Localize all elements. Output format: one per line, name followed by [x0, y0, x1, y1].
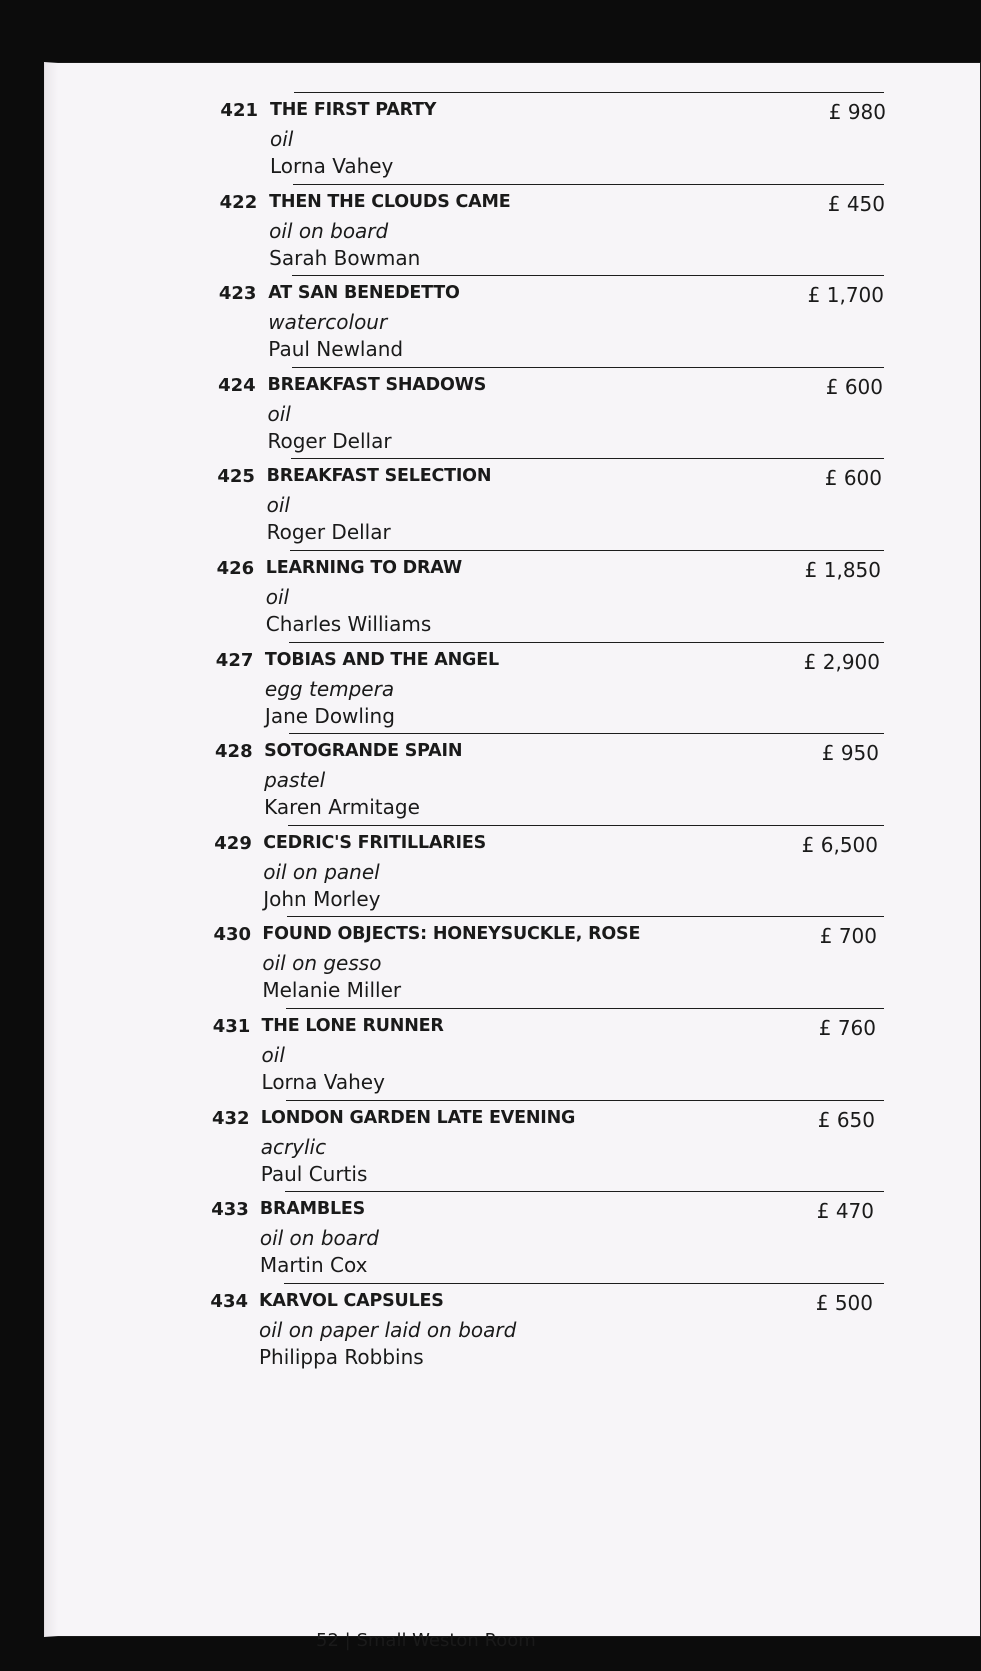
- entry-divider: [291, 458, 884, 459]
- artist-name: Karen Armitage: [264, 795, 420, 820]
- entry-divider: [292, 367, 884, 368]
- artist-name: John Morley: [263, 886, 381, 911]
- artwork-price: £ 470: [816, 1199, 874, 1224]
- artwork-title: AT SAN BENEDETTO: [268, 283, 460, 304]
- footer-separator: |: [344, 1630, 351, 1651]
- lot-number: 426: [216, 558, 255, 579]
- artist-name: Charles Williams: [265, 612, 432, 636]
- artwork-title: THE LONE RUNNER: [261, 1016, 444, 1036]
- lot-number: 430: [213, 924, 252, 946]
- artist-name: Melanie Miller: [262, 978, 402, 1003]
- entry-divider: [287, 916, 884, 917]
- artist-name: Roger Dellar: [267, 428, 392, 453]
- artist-name: Jane Dowling: [264, 703, 395, 728]
- artist-name: Martin Cox: [259, 1253, 368, 1278]
- catalogue-entry: [44, 833, 981, 929]
- artwork-price: £ 6,500: [801, 832, 878, 857]
- artwork-title: BRAMBLES: [259, 1199, 366, 1220]
- artwork-medium: oil: [265, 585, 290, 609]
- artwork-title: FOUND OBJECTS: HONEYSUCKLE, ROSE: [262, 924, 641, 945]
- lot-number: 433: [211, 1199, 249, 1221]
- artwork-price: £ 500: [815, 1290, 873, 1315]
- catalogue-entry: [44, 558, 981, 654]
- artist-name: Lorna Vahey: [261, 1070, 385, 1094]
- artwork-medium: oil on board: [259, 1226, 379, 1251]
- catalogue-entry: [44, 650, 981, 746]
- lot-number: 434: [210, 1290, 248, 1312]
- catalogue-entry: [44, 1108, 981, 1204]
- lot-number: 431: [212, 1016, 251, 1037]
- entry-divider: [285, 1191, 884, 1192]
- artwork-medium: oil on board: [269, 218, 389, 243]
- artwork-title: THE FIRST PARTY: [270, 100, 437, 120]
- artist-name: Lorna Vahey: [270, 154, 394, 178]
- entry-divider: [284, 1283, 884, 1284]
- artwork-price: £ 1,700: [807, 283, 884, 308]
- room-name: Small Weston Room: [356, 1630, 536, 1651]
- artwork-title: LEARNING TO DRAW: [265, 558, 462, 578]
- artwork-medium: watercolour: [268, 310, 388, 335]
- artwork-price: £ 2,900: [803, 649, 880, 674]
- catalogue-entry: [44, 375, 981, 471]
- entry-divider: [292, 275, 884, 276]
- lot-number: 429: [214, 832, 252, 854]
- artwork-medium: oil: [270, 127, 294, 151]
- entry-divider: [294, 92, 884, 93]
- artwork-medium: acrylic: [260, 1134, 327, 1159]
- artwork-price: £ 450: [827, 191, 885, 216]
- catalogue-entry: [44, 466, 981, 562]
- page-number: 52: [316, 1630, 339, 1651]
- artist-name: Roger Dellar: [266, 520, 391, 545]
- artwork-title: BREAKFAST SELECTION: [266, 466, 492, 487]
- page-footer: [316, 1630, 536, 1651]
- artist-name: Paul Curtis: [260, 1161, 368, 1186]
- entry-divider: [293, 184, 884, 185]
- catalogue-entry: [44, 192, 981, 288]
- catalogue-entry: [44, 1199, 981, 1295]
- artwork-title: BREAKFAST SHADOWS: [267, 374, 487, 395]
- artwork-price: £ 1,850: [804, 558, 881, 582]
- artwork-title: CEDRIC'S FRITILLARIES: [263, 832, 487, 853]
- catalogue-entry: [44, 1016, 981, 1112]
- entry-divider: [290, 550, 884, 551]
- artwork-medium: oil on paper laid on board: [259, 1317, 517, 1342]
- entry-divider: [289, 733, 884, 734]
- lot-number: 423: [218, 283, 257, 305]
- artist-name: Sarah Bowman: [269, 245, 421, 270]
- lot-number: 424: [218, 374, 256, 396]
- artwork-medium: oil on gesso: [262, 951, 382, 976]
- artwork-medium: oil: [261, 1043, 285, 1067]
- artwork-price: £ 700: [819, 924, 877, 949]
- artwork-medium: egg tempera: [264, 676, 395, 701]
- artwork-title: TOBIAS AND THE ANGEL: [264, 649, 499, 670]
- catalogue-entry: [44, 741, 981, 837]
- artwork-title: KARVOL CAPSULES: [259, 1290, 444, 1311]
- lot-number: 422: [219, 191, 258, 213]
- artist-name: Paul Newland: [268, 337, 404, 362]
- catalogue-entry: [44, 924, 981, 1020]
- lot-number: 425: [217, 466, 255, 488]
- entry-divider: [286, 1008, 884, 1009]
- lot-number: 428: [215, 741, 253, 763]
- artwork-medium: oil: [267, 401, 291, 426]
- artwork-medium: oil: [266, 493, 290, 518]
- artwork-medium: oil on panel: [263, 859, 380, 884]
- lot-number: 432: [211, 1107, 250, 1129]
- artwork-price: £ 650: [817, 1107, 875, 1132]
- artwork-price: £ 950: [821, 741, 879, 766]
- artwork-title: THEN THE CLOUDS CAME: [269, 191, 511, 212]
- entry-divider: [289, 642, 884, 643]
- artwork-price: £ 980: [828, 100, 886, 124]
- catalogue-entry: [44, 283, 981, 379]
- catalogue-entry: [44, 1291, 981, 1387]
- artwork-price: £ 600: [825, 374, 883, 399]
- lot-number: 421: [220, 100, 258, 121]
- entry-divider: [286, 1100, 884, 1101]
- artist-name: Philippa Robbins: [259, 1344, 424, 1369]
- catalogue-page: [44, 62, 981, 1651]
- artwork-medium: pastel: [264, 768, 326, 793]
- artwork-price: £ 760: [818, 1016, 876, 1040]
- artwork-price: £ 600: [824, 466, 882, 491]
- artwork-title: LONDON GARDEN LATE EVENING: [260, 1107, 576, 1128]
- artwork-title: SOTOGRANDE SPAIN: [264, 741, 463, 762]
- lot-number: 427: [215, 649, 254, 671]
- catalogue-entry: [44, 100, 981, 196]
- entry-divider: [288, 825, 884, 826]
